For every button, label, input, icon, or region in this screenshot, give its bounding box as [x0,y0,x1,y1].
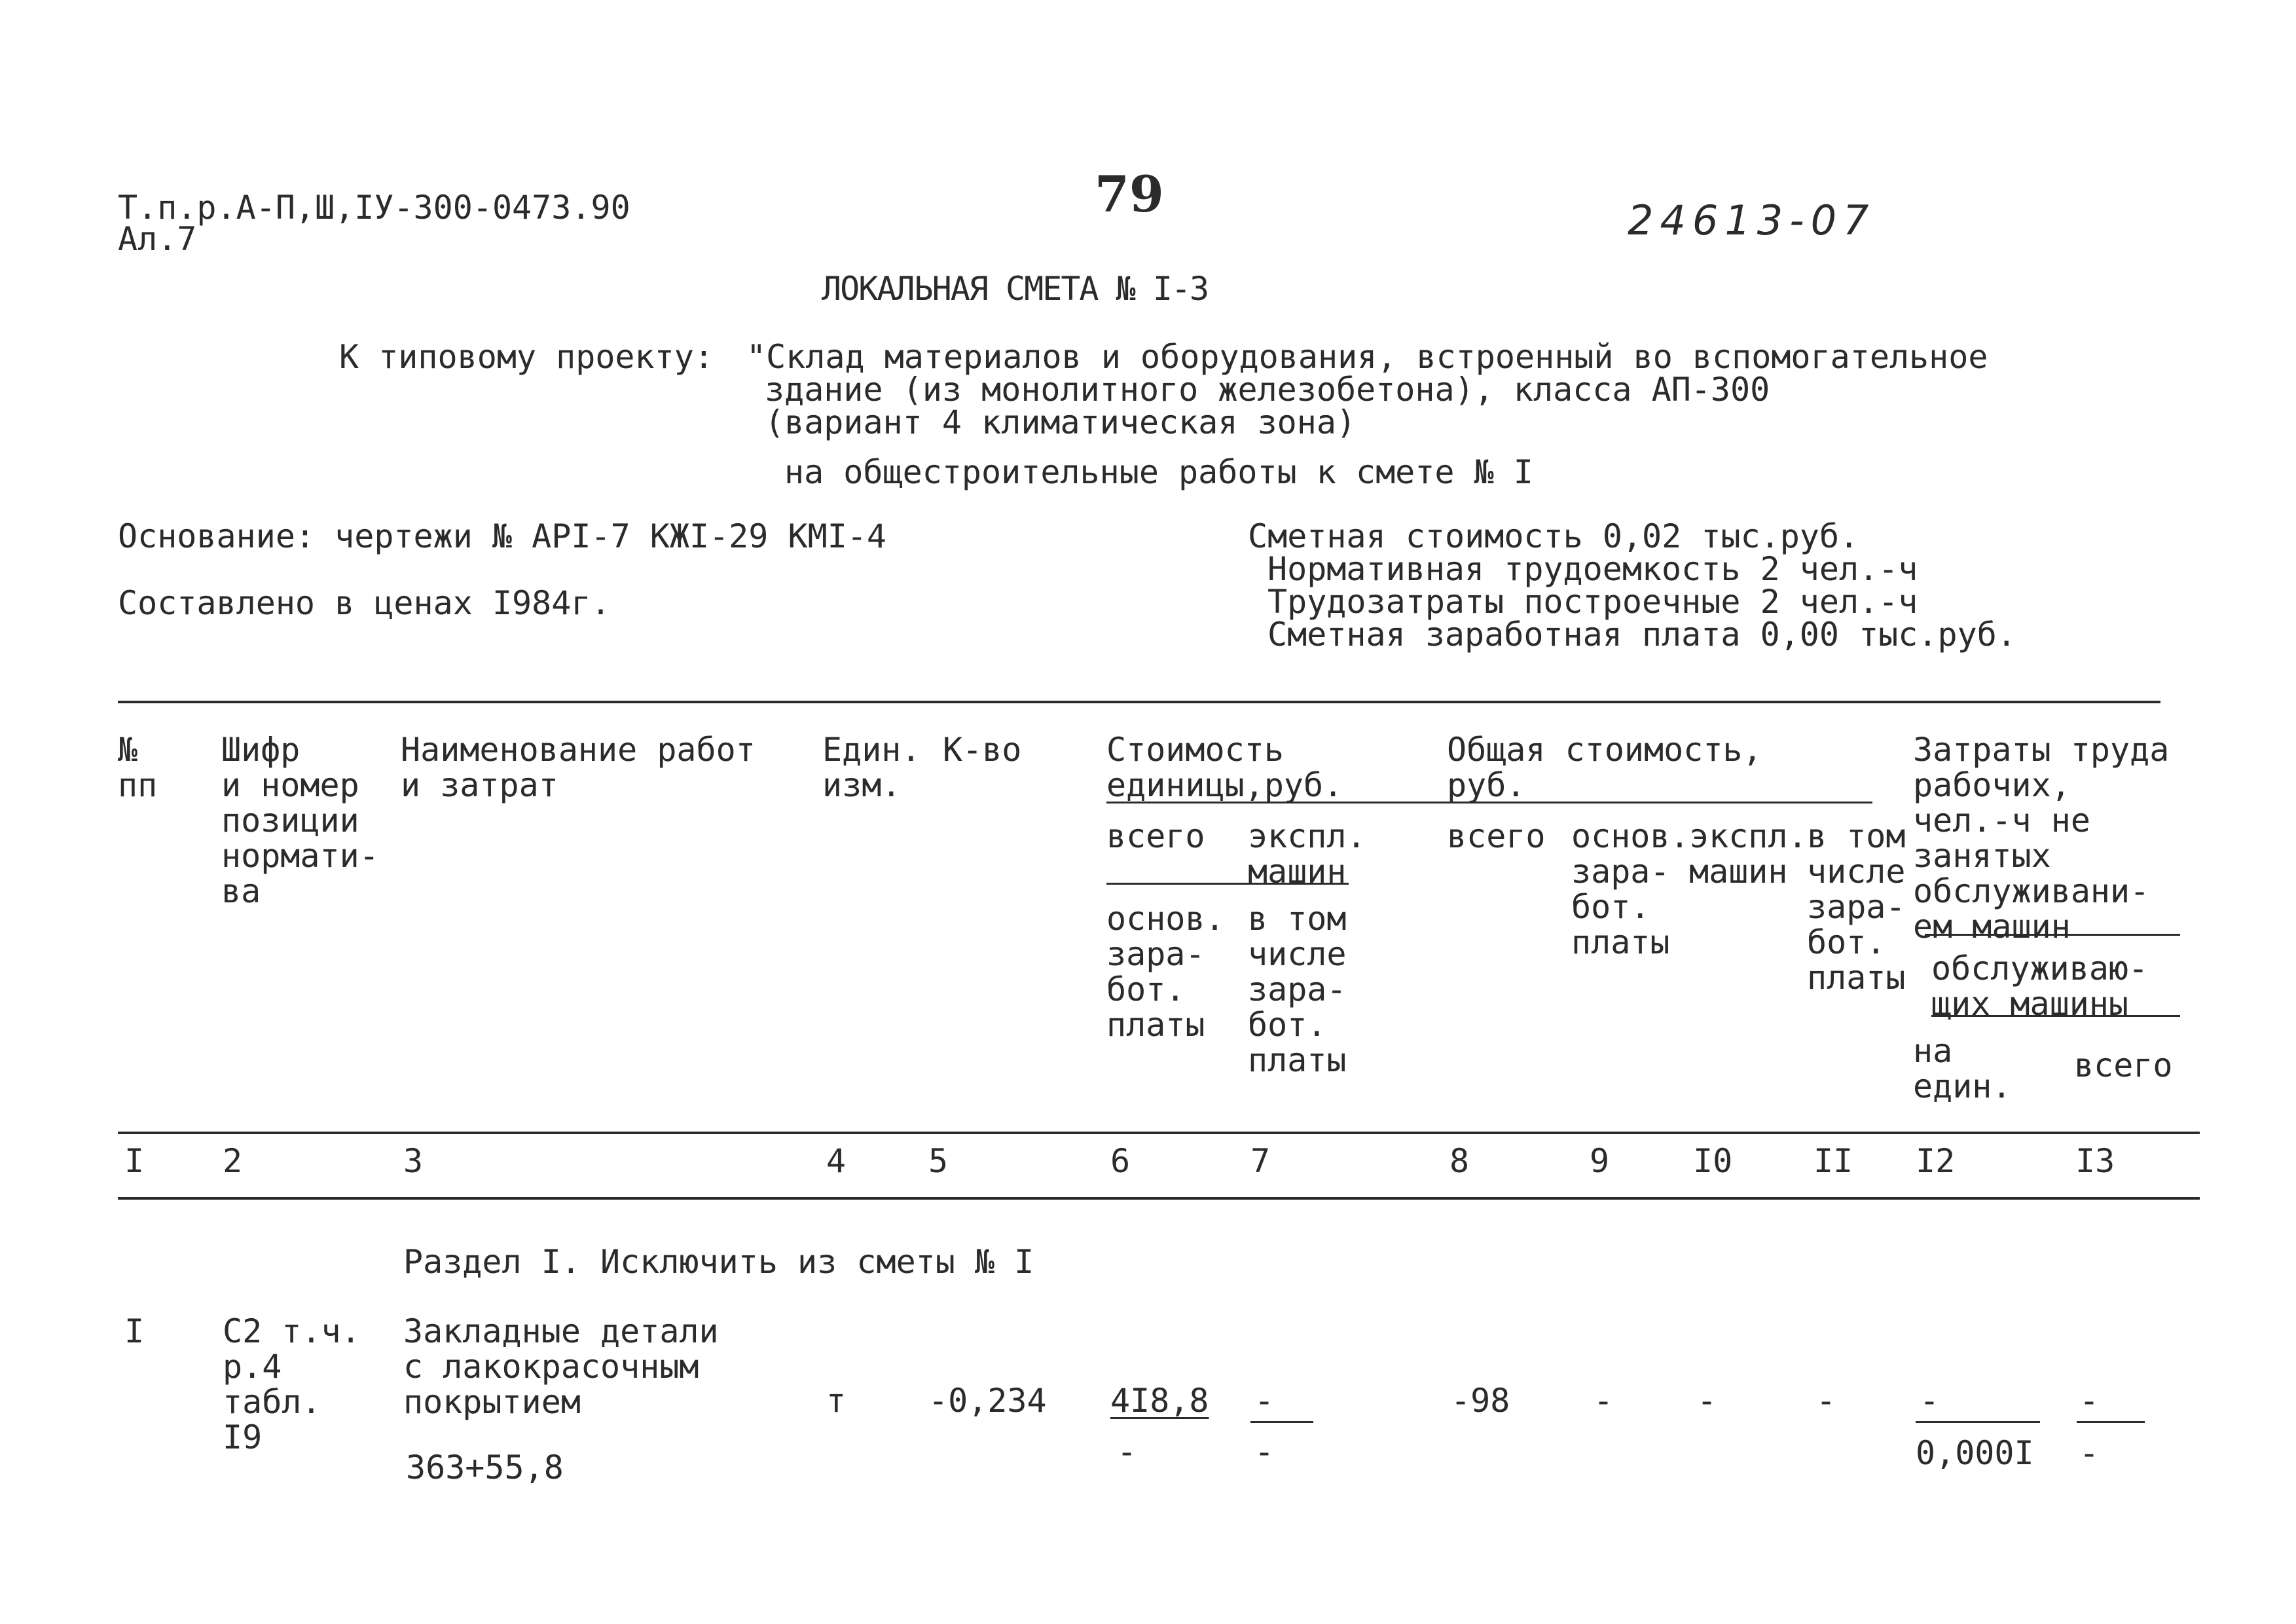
estimate-subtitle: на общестроительные работы к смете № I [784,453,1533,491]
row-total-machine-wages: - [1816,1382,1836,1420]
handwritten-code: 24613-07 [1628,196,1876,244]
header-work-name: Наименование работ и затрат [401,731,756,804]
header-norm-code: Шифр и номер позиции нормати- ва [221,731,379,910]
row-labor-unit-rule [1916,1421,2040,1423]
header-total-wages: основ. зара- бот. платы [1571,817,1690,961]
column-number: 9 [1590,1142,1610,1180]
header-labor-machines: обслуживаю- щих машины [1931,950,2149,1023]
summary-labor-norm: Нормативная трудоемкость 2 чел.-ч [1267,550,1918,588]
row-labor-total-top: - [2079,1382,2100,1420]
column-number: 2 [223,1142,243,1180]
column-number: 7 [1250,1142,1271,1180]
header-unit: Един. изм. [822,731,921,804]
column-number: 4 [826,1142,847,1180]
column-number: 5 [928,1142,949,1180]
header-unit-machines: экспл. машин [1248,817,1366,891]
row-norm-code: С2 т.ч. р.4 табл. I9 [223,1312,361,1456]
header-unit-total: всего [1106,817,1205,855]
header-labor: Затраты труда рабочих, чел.-ч не занятых обслуживани- ем машин [1913,731,2170,946]
project-name-line2: здание (из монолитного железобетона), класса АП-300 [765,371,1770,409]
row-labor-total-bottom: - [2079,1434,2100,1472]
header-row-number: № пп [118,731,158,804]
header-labor-total: всего [2074,1046,2173,1084]
column-number: I3 [2075,1142,2115,1180]
header-total-all: всего [1447,817,1546,855]
column-numbers-rule [118,1197,2200,1200]
row-number: I [124,1312,145,1350]
header-total-machine-wages: в том числе зара- бот. платы [1807,817,1906,997]
column-number: 3 [403,1142,424,1180]
row-quantity: -0,234 [928,1382,1047,1420]
header-unit-machine-wages: в том числе зара- бот. платы [1248,900,1347,1079]
summary-wages: Сметная заработная плата 0,00 тыс.руб. [1267,616,2016,654]
column-number: I2 [1916,1142,1956,1180]
row-unit-machine-wages: - [1254,1433,1275,1471]
sheet-number: Ал.7 [118,220,197,258]
row-unit-machines-rule [1250,1421,1313,1423]
row-total-wages: - [1594,1382,1614,1420]
header-unit-wages: основ. зара- бот. платы [1106,900,1225,1044]
header-total-cost: Общая стоимость, руб. [1447,731,1762,804]
header-total-machines: экспл. машин [1689,817,1808,891]
doc-code: Т.п.р.А-П,Ш,IУ-300-0473.90 [118,189,630,227]
document-title: ЛОКАЛЬНАЯ СМЕТА № I-3 [822,270,1209,308]
row-unit-wages: - [1117,1433,1137,1471]
row-labor-total-rule [2077,1421,2145,1423]
row-labor-unit-top: - [1920,1382,1940,1420]
section-title: Раздел I. Исключить из сметы № I [403,1243,1034,1281]
column-number: I0 [1693,1142,1733,1180]
row-labor-unit-bottom: 0,000I [1916,1434,2034,1472]
project-name-line1: "Склад материалов и оборудования, встроенный во вспомогательное [746,338,1988,376]
row-work-name: Закладные детали с лакокрасочным покрытием [403,1312,719,1421]
row-total-all: -98 [1451,1382,1510,1420]
header-bottom-rule [118,1132,2200,1134]
project-label: К типовому проекту: [339,338,714,376]
table-top-rule [118,701,2160,703]
header-labor-per-unit: на един. [1913,1032,2012,1105]
column-number: I [124,1142,145,1180]
summary-cost: Сметная стоимость 0,02 тыс.руб. [1248,517,1859,555]
basis-prices: Составлено в ценах I984г. [118,584,611,622]
row-formula: 363+55,8 [406,1449,564,1486]
project-name-line3: (вариант 4 климатическая зона) [765,403,1357,441]
row-total-machines: - [1697,1382,1717,1420]
header-quantity: К-во [943,731,1022,769]
row-unit: т [826,1382,847,1420]
header-unit-cost: Стоимость единицы,руб. [1106,731,1343,804]
row-unit-machines: - [1254,1382,1275,1420]
column-number: II [1813,1142,1853,1180]
page-number: 79 [1095,165,1164,223]
basis-drawings: Основание: чертежи № АРI-7 КЖI-29 КМI-4 [118,517,886,555]
column-number: 8 [1449,1142,1470,1180]
column-number: 6 [1110,1142,1131,1180]
summary-labor-site: Трудозатраты построечные 2 чел.-ч [1267,583,1918,621]
row-unit-total: 4I8,8 [1110,1382,1209,1420]
